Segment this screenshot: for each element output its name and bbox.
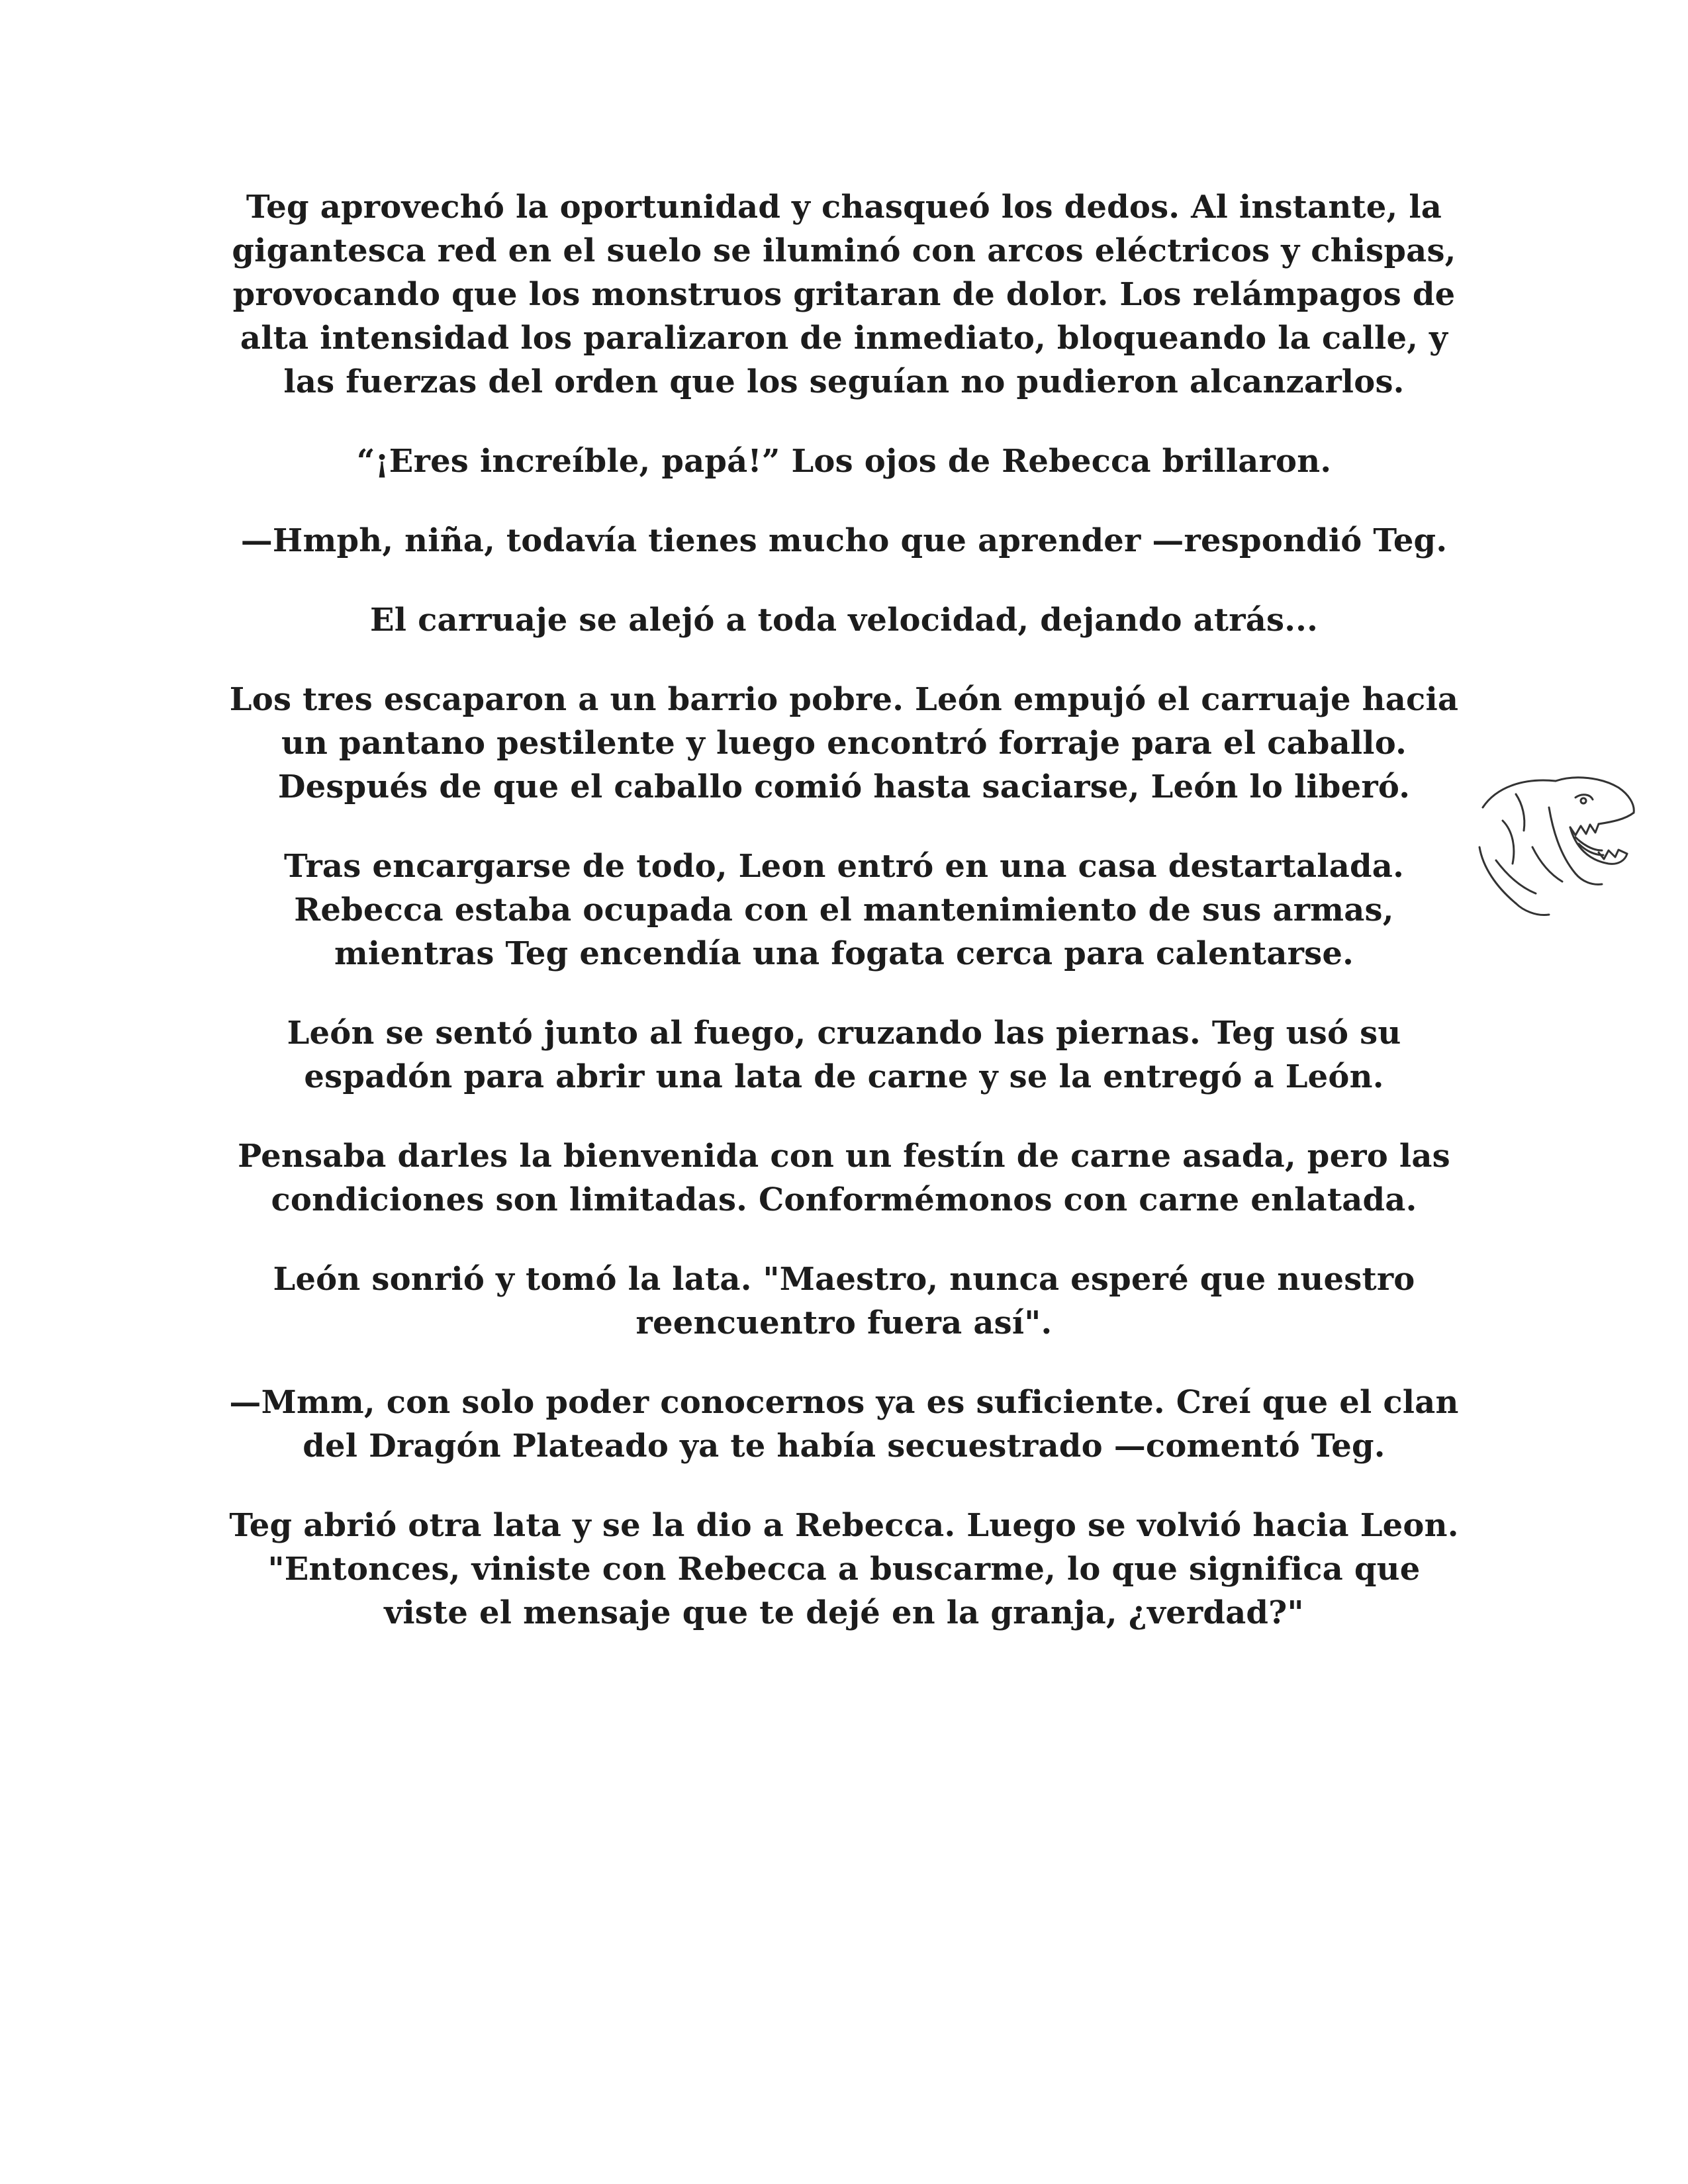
- paragraph-10: —Mmm, con solo poder conocernos ya es suficiente. Creí que el clan del Dragón Plateado ya te había secuestrado —comentó Teg.: [229, 1384, 1459, 1465]
- paragraph-4: El carruaje se alejó a toda velocidad, dejando atrás...: [369, 602, 1319, 639]
- paragraph-2: “¡Eres increíble, papá!” Los ojos de Rebecca brillaron.: [356, 443, 1332, 480]
- document-page: [225, 185, 1463, 1670]
- dinosaur-head-sketch-icon: [1476, 768, 1642, 920]
- paragraph-8: Pensaba darles la bienvenida con un festín de carne asada, pero las condiciones son limitadas. Conformémonos con carne enlatada.: [238, 1138, 1450, 1218]
- paragraph-9: León sonrió y tomó la lata. "Maestro, nunca esperé que nuestro reencuentro fuera así".: [273, 1261, 1415, 1342]
- paragraph-11: Teg abrió otra lata y se la dio a Rebecca. Luego se volvió hacia Leon. "Entonces, viniste con Rebecca a buscarme, lo que significa que viste el mensaje que te dejé en la granja, ¿verdad?": [229, 1507, 1459, 1631]
- paragraph-3: —Hmph, niña, todavía tienes mucho que aprender —respondió Teg.: [240, 522, 1448, 559]
- paragraph-5: Los tres escaparon a un barrio pobre. León empujó el carruaje hacia un pantano pestilente y luego encontró forraje para el caballo. Después de que el caballo comió hasta saciarse, León lo liberó.: [229, 681, 1459, 805]
- paragraph-1: Teg aprovechó la oportunidad y chasqueó los dedos. Al instante, la gigantesca red en el suelo se iluminó con arcos eléctricos y chispas, provocando que los monstruos gritaran de dolor. Los relámpagos de alta intensidad los paralizaron de inmediato, bloqueando la calle, y las fuerzas del orden que los seguían no pudieron alcanzarlos.: [232, 189, 1456, 400]
- paragraph-6: Tras encargarse de todo, Leon entró en una casa destartalada. Rebecca estaba ocupada con el mantenimiento de sus armas, mientras Teg encendía una fogata cerca para calentarse.: [284, 848, 1404, 972]
- paragraph-7: León se sentó junto al fuego, cruzando las piernas. Teg usó su espadón para abrir una lata de carne y se la entregó a León.: [287, 1015, 1401, 1095]
